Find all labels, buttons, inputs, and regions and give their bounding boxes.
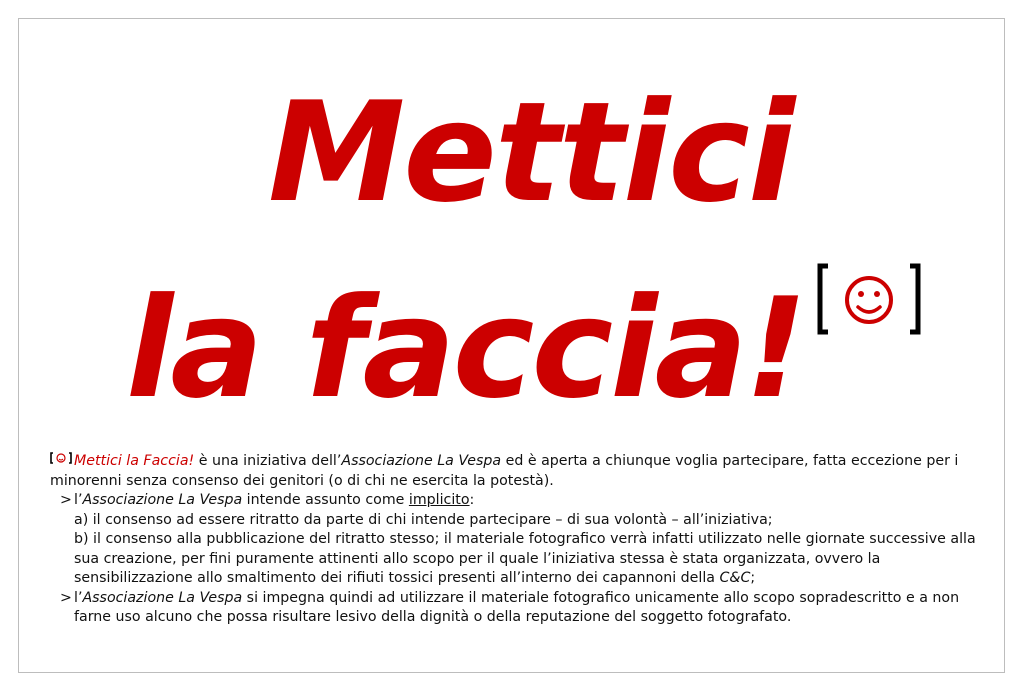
- intro-text-1: è una iniziativa dell’: [194, 453, 342, 469]
- body-text: [50, 452, 1000, 628]
- item-b: [74, 530, 1000, 589]
- headline-line-2: la faccia!: [126, 268, 805, 429]
- item-a: a) il consenso ad essere ritratto da parte di chi intende partecipare – di sua volontà – all’iniziativa;: [74, 511, 773, 528]
- intro-text-2: ed è aperta a chiunque voglia partecipare, fatta eccezione per i minorenni senza consenso dei genitori (o di chi ne esercita la potestà).: [50, 453, 959, 489]
- bullet-implicit: [50, 491, 1000, 589]
- b2-post: si impegna quindi ad utilizzare il materiale fotografico unicamente allo scopo sopradescritto e a non farne uso alcuno che possa risultare lesivo della dignità o della reputazione del soggetto fotografato.: [74, 589, 960, 625]
- item-b-end: ;: [750, 570, 756, 586]
- intro-assoc: Associazione La Vespa: [341, 453, 502, 469]
- smiley-bracket-icon: [816, 262, 922, 336]
- mini-smiley-icon: [50, 448, 72, 468]
- headline-line-1: Mettici: [268, 72, 794, 233]
- bullet-commitment: [50, 589, 1000, 628]
- b1-post: intende assunto come: [242, 492, 409, 508]
- intro-paragraph: [50, 452, 1000, 491]
- b1-implicit: implicito: [408, 492, 470, 508]
- b1-pre: l’: [74, 492, 83, 508]
- intro-title: Mettici la Faccia!: [74, 453, 195, 469]
- item-b-company: C&C: [719, 570, 751, 586]
- b2-assoc: Associazione La Vespa: [82, 589, 243, 606]
- bullet-mark: >: [60, 492, 72, 508]
- item-b-text: b) il consenso alla pubblicazione del ritratto stesso; il materiale fotografico verrà infatti utilizzato nelle giornate successive alla sua creazione, per fini puramente attinenti allo scopo per il quale l’iniziativa stessa è stata organizzata, ovvero la sensibilizzazione allo smaltimento dei rifiuti tossici presenti all’interno dei capannoni della: [74, 531, 976, 586]
- bullet-mark: >: [60, 589, 72, 606]
- b1-assoc: Associazione La Vespa: [82, 492, 243, 508]
- b1-colon: :: [469, 492, 475, 508]
- b2-pre: l’: [74, 589, 83, 606]
